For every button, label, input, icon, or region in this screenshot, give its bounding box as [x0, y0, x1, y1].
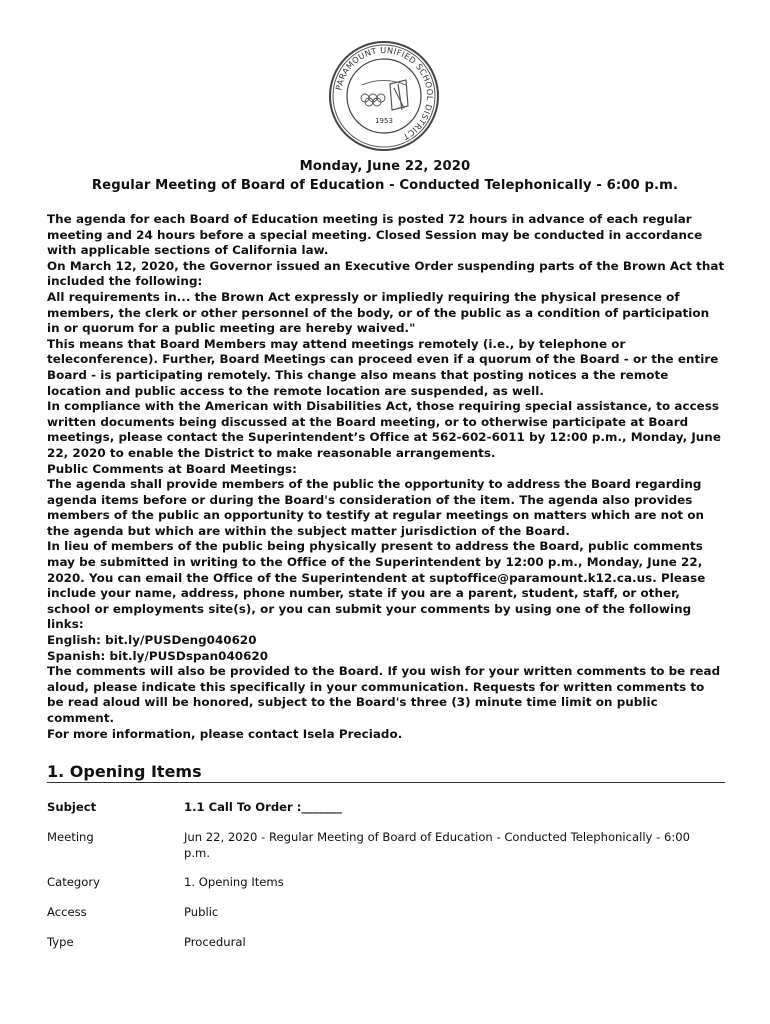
intro-paragraph: In lieu of members of the public being physically present to address the Board, public comments may be submitted in writing to the Office of the Superintendent by 12:00 p.m., Monday, June 22, 2020. You can email the Office of the Superintendent at suptoffice@paramount.k12.ca.us. Please include your name, address, phone number, state if you are a parent, student, staff, or other, school or employments site(s), or you can submit your comments by using one of the following links:	[47, 539, 706, 632]
detail-label: Meeting	[47, 830, 94, 844]
detail-value: Jun 22, 2020 - Regular Meeting of Board of Education - Conducted Telephonically - 6:00 p.m.	[184, 830, 690, 860]
intro-paragraph: The agenda shall provide members of the public the opportunity to address the Board regarding agenda items before or during the Board's consideration of the item. The agenda also provides members of the public an opportunity to testify at regular meetings on matters which are not on the agenda but which are within the subject matter jurisdiction of the Board.	[47, 477, 705, 538]
detail-label: Access	[47, 905, 87, 919]
detail-label: Category	[47, 875, 100, 889]
detail-label: Type	[47, 935, 74, 949]
detail-label: Subject	[47, 800, 97, 814]
meeting-title: Regular Meeting of Board of Education - Conducted Telephonically - 6:00 p.m.	[91, 178, 679, 193]
meeting-date: Monday, June 22, 2020	[299, 159, 471, 174]
svg-text:PARAMOUNT UNIFIED SCHOOL DISTR: PARAMOUNT UNIFIED SCHOOL DISTRICT	[333, 44, 436, 143]
agenda-introduction	[47, 212, 725, 742]
detail-value: Public	[184, 905, 219, 919]
intro-paragraph: This means that Board Members may attend meetings remotely (i.e., by telephone or teleconference). Further, Board Meetings can proceed even if a quorum of the Board - or the entire Board - is participating remotely. This change also means that posting notices a the remote location and public access to the remote location are suspended, as well.	[47, 336, 719, 398]
detail-value: 1. Opening Items	[184, 875, 284, 889]
english-link[interactable]: English: bit.ly/PUSDeng040620	[47, 633, 257, 648]
detail-value: 1.1 Call To Order :_______	[184, 800, 342, 814]
intro-paragraph: On March 12, 2020, the Governor issued an Executive Order suspending parts of the Brown Act that included the following:	[47, 258, 725, 289]
district-seal-logo	[328, 40, 440, 152]
intro-paragraph: Public Comments at Board Meetings:	[47, 461, 297, 476]
olympic-rings-icon	[361, 94, 385, 106]
detail-value: Procedural	[184, 935, 246, 949]
intro-paragraph: The comments will also be provided to the Board. If you wish for your written comments to be read aloud, please indicate this specifically in your communication. Requests for written comments to be read aloud will be honored, subject to the Board's three (3) minute time limit on public comment.	[47, 664, 721, 725]
seal-year: 1953	[375, 117, 393, 125]
intro-paragraph: For more information, please contact Isela Preciado.	[47, 726, 403, 741]
intro-paragraph: In compliance with the American with Disabilities Act, those requiring special assistance, to access written documents being discussed at the Board meeting, or to otherwise participate at Board meetings, please contact the Superintendent’s Office at 562-602-6011 by 12:00 p.m., Monday, June 22, 2020 to enable the District to make reasonable arrangements.	[47, 399, 721, 460]
spanish-link[interactable]: Spanish: bit.ly/PUSDspan040620	[47, 648, 269, 663]
section-heading: 1. Opening Items	[47, 762, 725, 783]
intro-paragraph: All requirements in... the Brown Act expressly or impliedly requiring the physical presence of members, the clerk or other personnel of the body, or of the public as a condition of participation in or quorum for a public meeting are hereby waived."	[47, 289, 710, 336]
intro-paragraph: The agenda for each Board of Education meeting is posted 72 hours in advance of each regular meeting and 24 hours before a special meeting. Closed Session may be conducted in accordance with applicable sections of California law.	[47, 212, 703, 258]
meeting-header	[0, 157, 770, 195]
